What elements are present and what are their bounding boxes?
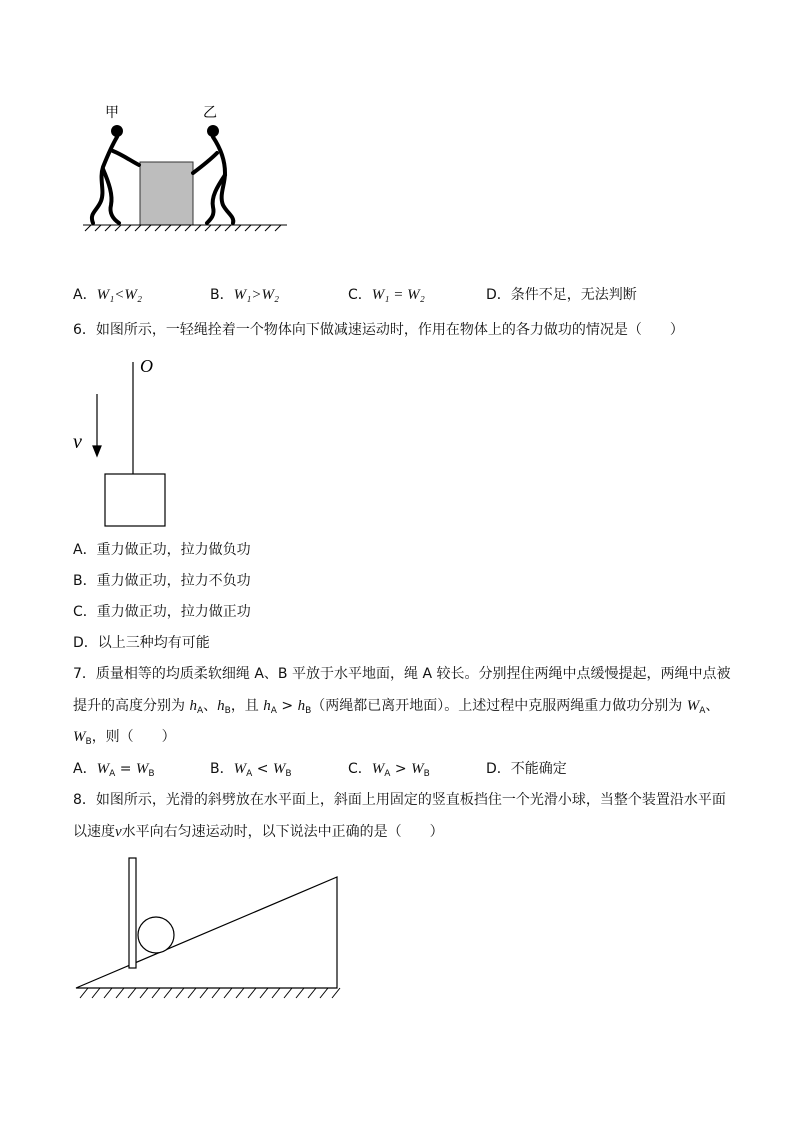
figure-rope-block [70,352,190,532]
label-jia: 甲 [105,105,119,121]
q5-option-b[interactable]: B．W₁>W₂ [210,287,280,303]
box [140,162,193,225]
ground-hatch [76,988,340,998]
q7-option-a[interactable]: A．$W_A = W_B$ [73,761,155,779]
q7-option-d[interactable]: D．不能确定 [486,761,567,777]
velocity-arrow-icon [93,394,101,456]
person-right [193,125,233,223]
label-yi: 乙 [203,105,217,121]
q8-stem-line1: 8．如图所示，光滑的斜劈放在水平面上，斜面上用固定的竖直板挡住一个光滑小球，当整个装置沿水平面 [73,792,726,808]
q7-stem-line2: 提升的高度分别为 $h_A$、$h_B$，且 $h_A > h_B$（两绳都已离开地面）。上述过程中克服两绳重力做功分别为 $W_A$、 [73,698,720,716]
q5-option-c[interactable]: C．W₁ = W₂ [348,287,425,303]
figure-two-people-box [75,95,295,240]
q6-option-a[interactable]: A．重力做正功，拉力做负功 [73,542,251,558]
person-left [92,125,139,223]
velocity-label: v [73,431,82,453]
q7-stem-line3: $W_B$，则（ ） [73,729,176,747]
ground [83,225,287,231]
q8-stem-line2: 以速度v水平向右匀速运动时，以下说法中正确的是（ ） [73,824,444,840]
block [105,474,165,526]
q5-option-d[interactable]: D．条件不足，无法判断 [486,287,637,303]
q6-option-d[interactable]: D．以上三种均有可能 [73,635,210,651]
q6-option-b[interactable]: B．重力做正功，拉力不负功 [73,573,251,589]
ball [138,917,174,953]
figure-wedge-ball [70,850,350,1010]
wedge [76,877,337,988]
q6-stem: 6．如图所示，一轻绳拴着一个物体向下做减速运动时，作用在物体上的各力做功的情况是（ ） [73,322,684,338]
vertical-board [129,858,136,968]
q7-option-b[interactable]: B．$W_A < W_B$ [210,761,292,779]
q6-option-c[interactable]: C．重力做正功，拉力做正功 [73,604,251,620]
q7-option-c[interactable]: C．$W_A > W_B$ [348,761,430,779]
q7-stem-line1: 7．质量相等的均质柔软细绳 A、B 平放于水平地面，绳 A 较长。分别捏住两绳中点缓慢提起，两绳中点被 [73,666,731,682]
q5-option-a[interactable]: A．W₁<W₂ [73,287,143,303]
point-o-label: O [140,356,153,376]
